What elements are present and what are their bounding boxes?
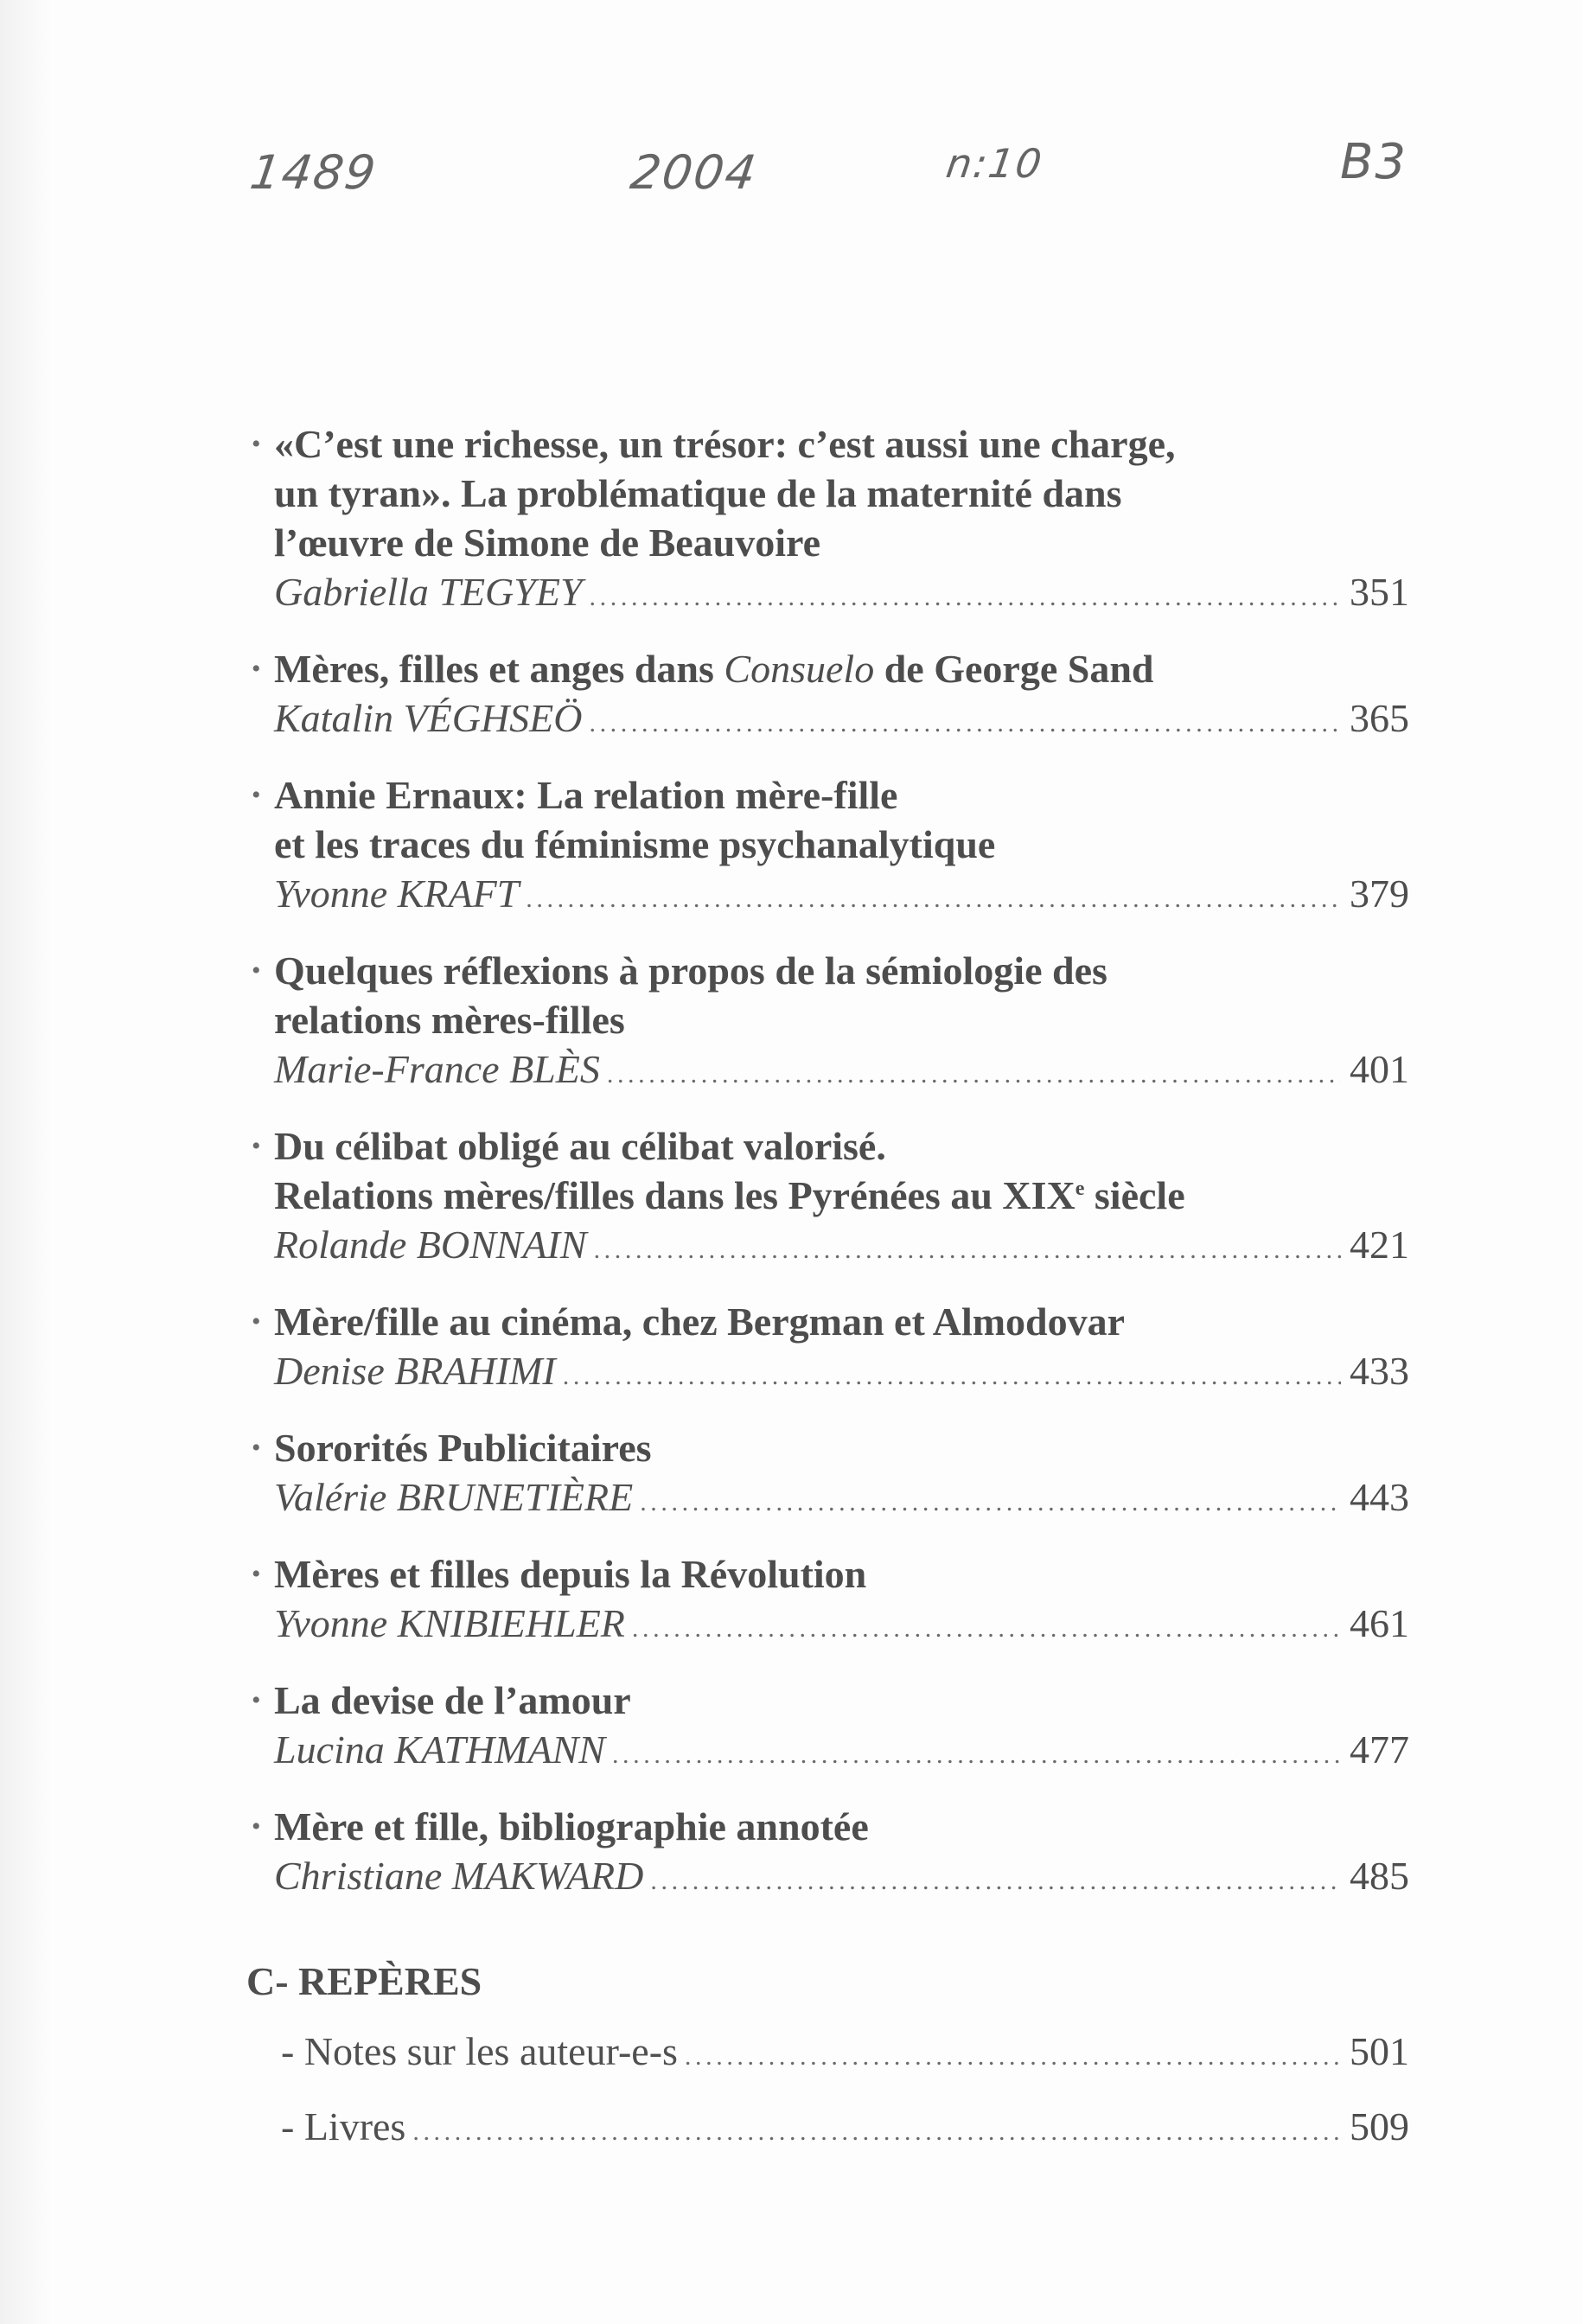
toc-sub-entry[interactable]	[246, 2027, 1409, 2081]
toc-sub-entry[interactable]	[246, 2102, 1409, 2156]
entry-page-number: 433	[1350, 1349, 1409, 1393]
entry-page-number: 485	[1350, 1854, 1409, 1898]
entry-author-line	[246, 1851, 1409, 1906]
entry-title-line	[246, 1121, 1409, 1171]
entry-title-text: Sororités Publicitaires	[274, 1426, 652, 1470]
entry-page-number: 477	[1350, 1727, 1409, 1772]
entry-title-line	[246, 1423, 1409, 1472]
entry-author: Christiane MAKWARD	[274, 1854, 644, 1898]
toc-entry[interactable]	[246, 770, 1409, 923]
entry-page-number: 421	[1350, 1223, 1409, 1267]
entry-page-number: 401	[1350, 1047, 1409, 1091]
toc-entry[interactable]	[246, 1297, 1409, 1401]
entry-title-line	[246, 469, 1409, 518]
entry-author: Rolande BONNAIN	[274, 1223, 587, 1267]
scan-edge-shadow	[0, 0, 52, 2324]
handwritten-note-year: 2004	[627, 145, 761, 200]
dot-leader	[632, 1604, 1341, 1653]
dot-leader	[589, 699, 1341, 748]
section-heading: C- REPÈRES	[246, 1959, 482, 2003]
entry-author: Gabriella TEGYEY	[274, 570, 583, 614]
dot-leader	[412, 2107, 1341, 2156]
entry-title-line	[246, 518, 1409, 567]
entry-title-line	[246, 419, 1409, 469]
entry-title-line	[246, 1171, 1409, 1220]
entry-title-text: relations mères-filles	[274, 998, 625, 1042]
dot-leader	[526, 874, 1341, 923]
entry-author-line	[246, 869, 1409, 923]
entry-title-line	[246, 644, 1409, 693]
toc-entry[interactable]	[246, 1121, 1409, 1274]
entry-title-text: Mère et fille, bibliographie annotée	[274, 1804, 869, 1848]
section-c-reperes	[246, 1957, 1409, 2156]
entry-page-number: 443	[1350, 1475, 1409, 1519]
toc-entry[interactable]	[246, 1423, 1409, 1527]
entry-author: Valérie BRUNETIÈRE	[274, 1475, 634, 1519]
entry-author-line	[246, 1044, 1409, 1099]
entry-title-text: Mères et filles depuis la Révolution	[274, 1552, 867, 1596]
superscript-e: e	[1075, 1178, 1085, 1200]
bullet-icon: •	[252, 1132, 261, 1160]
entry-title-text: l’œuvre de Simone de Beauvoire	[274, 520, 821, 565]
bullet-icon: •	[252, 1560, 261, 1588]
dot-leader	[650, 1856, 1341, 1906]
dot-leader	[563, 1351, 1341, 1401]
entry-title-text: et les traces du féminisme psychanalytique	[274, 822, 996, 866]
dot-leader	[612, 1730, 1341, 1779]
entry-title-line	[246, 820, 1409, 869]
entry-title-line	[246, 1676, 1409, 1725]
toc-entry[interactable]	[246, 419, 1409, 622]
handwritten-note-issue-number: n:10	[943, 140, 1046, 187]
entry-title-text: de George Sand	[874, 647, 1154, 691]
handwritten-note-catalog-number: 1489	[246, 145, 380, 200]
bullet-icon: •	[252, 1686, 261, 1714]
entry-title-text: Du célibat obligé au célibat valorisé.	[274, 1124, 886, 1168]
bullet-icon: •	[252, 1307, 261, 1336]
entry-author-line	[246, 1599, 1409, 1653]
bullet-icon: •	[252, 654, 261, 683]
entry-page-number: 365	[1350, 696, 1409, 740]
entry-title-line	[246, 995, 1409, 1044]
entry-title-text: «C’est une richesse, un trésor: c’est aussi une charge,	[274, 422, 1176, 466]
entry-author-line	[246, 1346, 1409, 1401]
entry-page-number: 351	[1350, 570, 1409, 614]
entry-title-text: La devise de l’amour	[274, 1678, 631, 1722]
dot-leader	[607, 1050, 1341, 1099]
entry-page-number: 379	[1350, 872, 1409, 916]
entry-title-text: Annie Ernaux: La relation mère-fille	[274, 773, 898, 817]
entry-title-line	[246, 1549, 1409, 1599]
dot-leader	[640, 1478, 1341, 1527]
entry-author-line	[246, 567, 1409, 622]
entry-title-text: Quelques réflexions à propos de la sémiologie des	[274, 948, 1107, 993]
bullet-icon: •	[252, 1433, 261, 1462]
entry-title-text: un tyran». La problématique de la maternité dans	[274, 471, 1122, 515]
sub-entry-label: - Notes sur les auteur-e-s	[281, 2029, 678, 2073]
entry-title-text: siècle	[1084, 1173, 1185, 1217]
toc-entry[interactable]	[246, 1802, 1409, 1906]
entry-author: Katalin VÉGHSEÖ	[274, 696, 583, 740]
entry-title-line	[246, 946, 1409, 995]
toc-entry[interactable]	[246, 644, 1409, 748]
sub-entry-label: - Livres	[281, 2104, 406, 2148]
entry-author-line	[246, 1725, 1409, 1779]
entry-page-number: 509	[1350, 2104, 1409, 2148]
table-of-contents	[246, 419, 1409, 1906]
entry-author-line	[246, 693, 1409, 748]
toc-entry[interactable]	[246, 946, 1409, 1099]
bullet-icon: •	[252, 1812, 261, 1841]
entry-title-line	[246, 1802, 1409, 1851]
entry-title-text: Mères, filles et anges dans	[274, 647, 724, 691]
bullet-icon: •	[252, 430, 261, 458]
entry-page-number: 461	[1350, 1601, 1409, 1645]
entry-author: Lucina KATHMANN	[274, 1727, 605, 1772]
entry-title-line	[246, 770, 1409, 820]
entry-author: Yvonne KRAFT	[274, 872, 520, 916]
entry-title-line	[246, 1297, 1409, 1346]
dot-leader	[590, 572, 1341, 622]
toc-entry[interactable]	[246, 1676, 1409, 1779]
entry-author: Marie-France BLÈS	[274, 1047, 600, 1091]
entry-author-line	[246, 1220, 1409, 1274]
bullet-icon: •	[252, 956, 261, 985]
entry-author: Denise BRAHIMI	[274, 1349, 556, 1393]
entry-title-italic-work: Consuelo	[724, 647, 875, 691]
dot-leader	[685, 2032, 1341, 2081]
entry-title-text: Mère/fille au cinéma, chez Bergman et Almodovar	[274, 1299, 1126, 1344]
dot-leader	[594, 1225, 1341, 1274]
bullet-icon: •	[252, 781, 261, 809]
entry-author: Yvonne KNIBIEHLER	[274, 1601, 625, 1645]
entry-title-text: Relations mères/filles dans les Pyrénées au XIX	[274, 1173, 1076, 1217]
entry-page-number: 501	[1350, 2029, 1409, 2073]
entry-author-line	[246, 1472, 1409, 1527]
toc-entry[interactable]	[246, 1549, 1409, 1653]
handwritten-note-shelf-code: B3	[1340, 134, 1408, 190]
